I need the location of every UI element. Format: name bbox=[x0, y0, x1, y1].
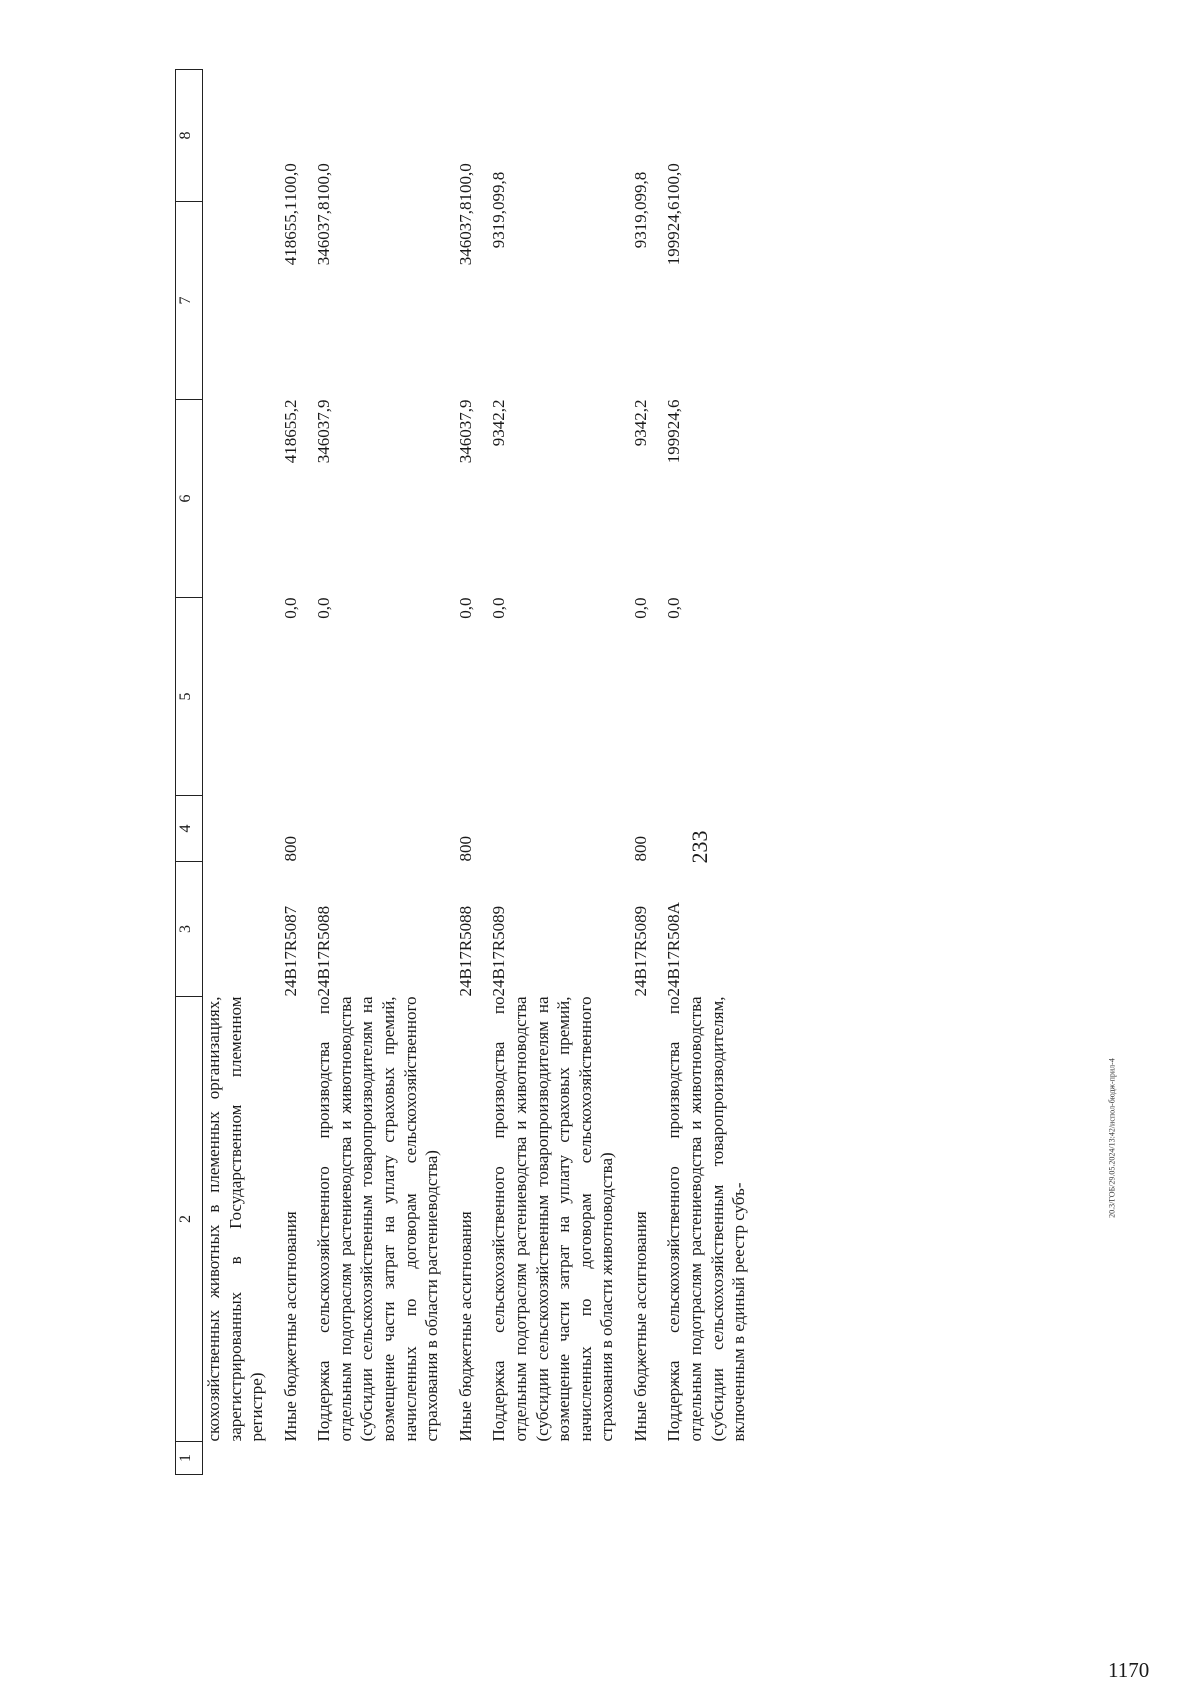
row-c5: 0,0 bbox=[314, 597, 334, 619]
row-name: Поддержка сельскохозяйственного производства по отдельным подотраслям растениеводства и животноводства (субсидии сельскохозяйственным товаропроизводителям на возмещение части затрат на уплату страховых премий, начисленных по договорам сельскохозяйственного страхования в области растениеводства) bbox=[314, 996, 442, 1442]
table-row bbox=[663, 70, 749, 1475]
col-header-5: 5 bbox=[176, 598, 203, 796]
row-c8 bbox=[203, 70, 268, 202]
row-name: Поддержка сельскохозяйственного производства по отдельным подотраслям растениеводства и животноводства (субсидии сельскохозяйственным товаропроизводителям, включенным в единый реестр субъ- bbox=[664, 996, 749, 1442]
page-number: 233 bbox=[687, 830, 712, 864]
row-code: 24В17R5088 bbox=[455, 905, 475, 997]
col-header-8: 8 bbox=[176, 70, 203, 202]
row-code bbox=[203, 862, 268, 997]
row-c6: 418655,2 bbox=[280, 399, 300, 464]
row-code: 24В17R5089 bbox=[630, 905, 650, 997]
row-c8: 99,8 bbox=[489, 171, 509, 202]
row-c7: 418655,1 bbox=[280, 201, 300, 266]
row-vr bbox=[663, 796, 749, 862]
row-code: 24В17R508А bbox=[664, 902, 684, 997]
row-c6: 9342,2 bbox=[630, 399, 650, 447]
row-c7: 9319,0 bbox=[489, 201, 509, 249]
row-vr bbox=[313, 796, 442, 862]
row-name: Поддержка сельскохозяйственного производства по отдельным подотраслям растениеводства и животноводства (субсидии сельскохозяйственным товаропроизводителям на возмещение части затрат на уплату страховых премий, начисленных по договорам сельскохозяйственного страхования в области животноводства) bbox=[489, 996, 617, 1442]
table-header-row bbox=[176, 70, 203, 1475]
row-c8: 100,0 bbox=[664, 163, 684, 202]
row-c6: 9342,2 bbox=[489, 399, 509, 447]
row-c7: 199924,6 bbox=[664, 201, 684, 266]
row-c7: 346037,8 bbox=[314, 201, 334, 266]
table-row bbox=[313, 70, 442, 1475]
row-c7 bbox=[203, 202, 268, 400]
row-c8: 100,0 bbox=[280, 163, 300, 202]
row-c5: 0,0 bbox=[664, 597, 684, 619]
row-c7: 346037,8 bbox=[455, 201, 475, 266]
row-name: Иные бюджетные ассигнования bbox=[455, 1211, 475, 1442]
table-row bbox=[455, 70, 477, 1475]
row-c6: 199924,6 bbox=[664, 399, 684, 464]
row-code: 24В17R5087 bbox=[280, 905, 300, 997]
row-code: 24В17R5088 bbox=[314, 905, 334, 997]
row-c7: 9319,0 bbox=[630, 201, 650, 249]
row-vr bbox=[203, 796, 268, 862]
row-c8: 99,8 bbox=[630, 171, 650, 202]
row-c8: 100,0 bbox=[455, 163, 475, 202]
col-header-7: 7 bbox=[176, 202, 203, 400]
table-row bbox=[488, 70, 617, 1475]
row-vr: 800 bbox=[630, 836, 650, 862]
col-header-4: 4 bbox=[176, 796, 203, 862]
row-vr: 800 bbox=[280, 836, 300, 862]
row-c5 bbox=[203, 598, 268, 796]
col-header-6: 6 bbox=[176, 400, 203, 598]
row-c8: 100,0 bbox=[314, 163, 334, 202]
row-code: 24В17R5089 bbox=[489, 905, 509, 997]
budget-table bbox=[175, 69, 750, 1475]
row-name: скохозяйственных животных в племенных организациях, зарегистрированных в Государственном племенном регистре) bbox=[204, 996, 267, 1442]
row-vr bbox=[488, 796, 617, 862]
table-row bbox=[280, 70, 302, 1475]
row-vr: 800 bbox=[455, 836, 475, 862]
row-name: Иные бюджетные ассигнования bbox=[630, 1211, 650, 1442]
row-name: Иные бюджетные ассигнования bbox=[280, 1211, 300, 1442]
col-header-3: 3 bbox=[176, 862, 203, 997]
row-c5: 0,0 bbox=[280, 597, 300, 619]
col-header-1: 1 bbox=[176, 1442, 203, 1475]
row-c5: 0,0 bbox=[489, 597, 509, 619]
row-c6 bbox=[203, 400, 268, 598]
row-c5: 0,0 bbox=[630, 597, 650, 619]
row-c6: 346037,9 bbox=[455, 399, 475, 464]
sheet-number: 1170 bbox=[1108, 1658, 1150, 1682]
print-stamp: 20.3/ГОБ/29.05.2024/13:42/испол-бюдж-прил-4 bbox=[1107, 1058, 1117, 1218]
row-c5: 0,0 bbox=[455, 597, 475, 619]
table-row bbox=[203, 70, 268, 1475]
budget-table-rotated bbox=[175, 70, 955, 1475]
col-header-2: 2 bbox=[176, 997, 203, 1442]
table-row bbox=[630, 70, 652, 1475]
row-c6: 346037,9 bbox=[314, 399, 334, 464]
